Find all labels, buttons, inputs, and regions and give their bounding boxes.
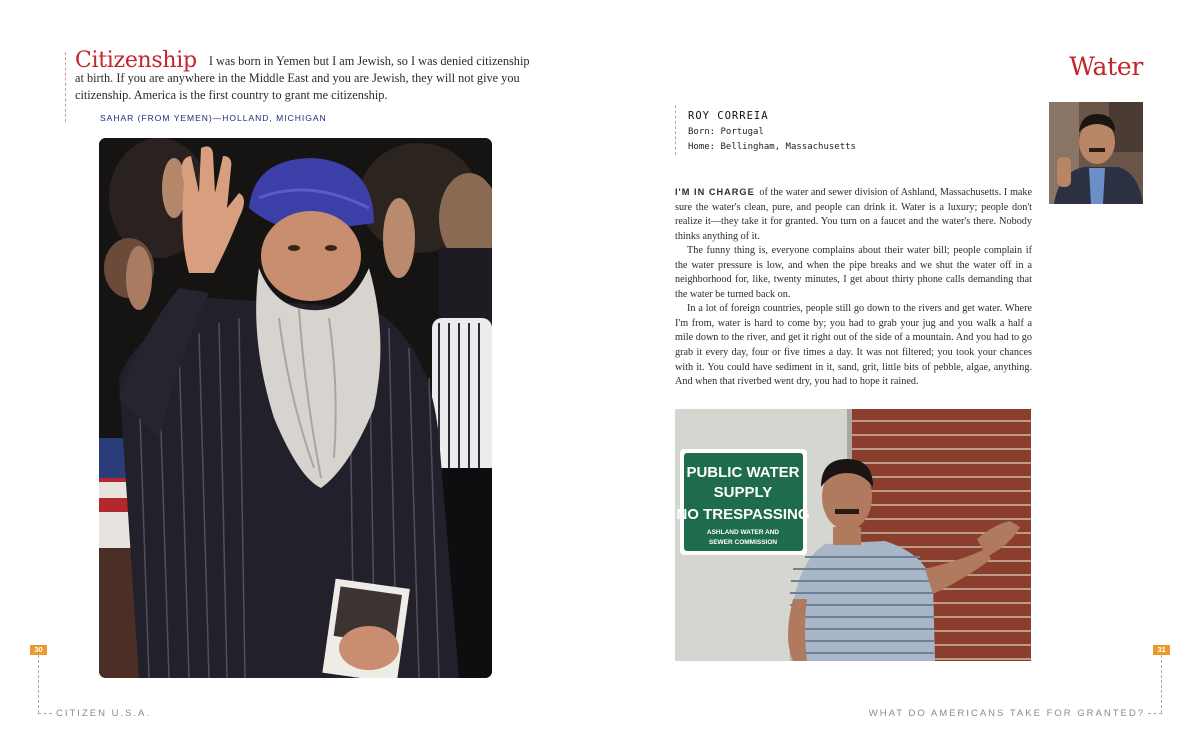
sign-line-1: PUBLIC WATER [686,464,800,481]
profile-divider [675,105,676,155]
sign-line-3: NO TRESPASSING [676,506,810,523]
quote-attribution: SAHAR (FROM YEMEN)—HOLLAND, MICHIGAN [100,113,327,123]
footer-chapter-title: WHAT DO AMERICANS TAKE FOR GRANTED? [868,708,1145,719]
quote-text: I was born in Yemen but I am Jewish, so I was denied citizenship at birth. If you are anywhere in the Middle East and you are Jewish, they will not give you citizenship. America is the first country to grant me citizenship. [75,54,530,102]
paragraph-1 [675,185,1032,244]
portrait-roy-correia [1049,102,1143,204]
sign-line-5: SEWER COMMISSION [708,539,778,546]
profile-name: ROY CORREIA [688,110,769,122]
paragraph-2: The funny thing is, everyone complains about their water bill; people complain if the water pressure is low, and when the pipe breaks and we shut the water off in a neighborhood for, like, twenty minutes, I get about thirty phone calls demanding that the water be turned back on. [675,245,1032,300]
section-title-water: Water [1069,52,1143,81]
photo-sikh-man-oath [99,138,492,678]
right-page [600,0,1200,750]
page-number-right: 31 [1153,645,1170,655]
portrait-photo [1049,102,1143,204]
photo-water-supply-sign [675,409,1031,661]
paragraph-3: In a lot of foreign countries, people still go down to the rivers and get water. Where I'm from, water is hard to come by; you had to grab your jug and you walk a half a mile down to the river, and get it right out of the side of a mountain. And you had to go grab it every day, four or five times a day. It was not filtered; you took your chances with it. You could have sediment in it, sand, grit, little bits of pebble, algae, anything. And when that riverbed went dry, you had to hope it rained. [675,303,1032,388]
quote-divider [65,52,66,122]
footer-rule-left-vertical [38,655,39,713]
footer-rule-left-horizontal [38,713,52,714]
page-number-left: 30 [30,645,47,655]
section-title-citizenship: Citizenship [75,48,197,73]
photo-man-by-sign [675,409,1031,661]
interview-body [675,185,1032,390]
citizenship-quote [75,48,530,104]
paragraph-1-text: of the water and sewer division of Ashland, Massachusetts. I make sure the water's clean, pure, and people can drink it. Water is a luxury; people don't realize it—they take it for granted. You turn on a faucet and the water's there. Nobody thinks anything of it. [675,187,1033,242]
profile-home: Home: Bellingham, Massachusetts [688,142,856,152]
footer-rule-right-horizontal [1148,713,1162,714]
sign-line-4: ASHLAND WATER AND [706,529,780,536]
sign-line-2: SUPPLY [713,484,773,501]
footer-book-title: CITIZEN U.S.A. [56,708,152,719]
footer-rule-right-vertical [1161,655,1162,713]
lead-in-text: I'M IN CHARGE [675,187,755,197]
profile-born: Born: Portugal [688,127,764,137]
photo-naturalization-ceremony [99,138,492,678]
